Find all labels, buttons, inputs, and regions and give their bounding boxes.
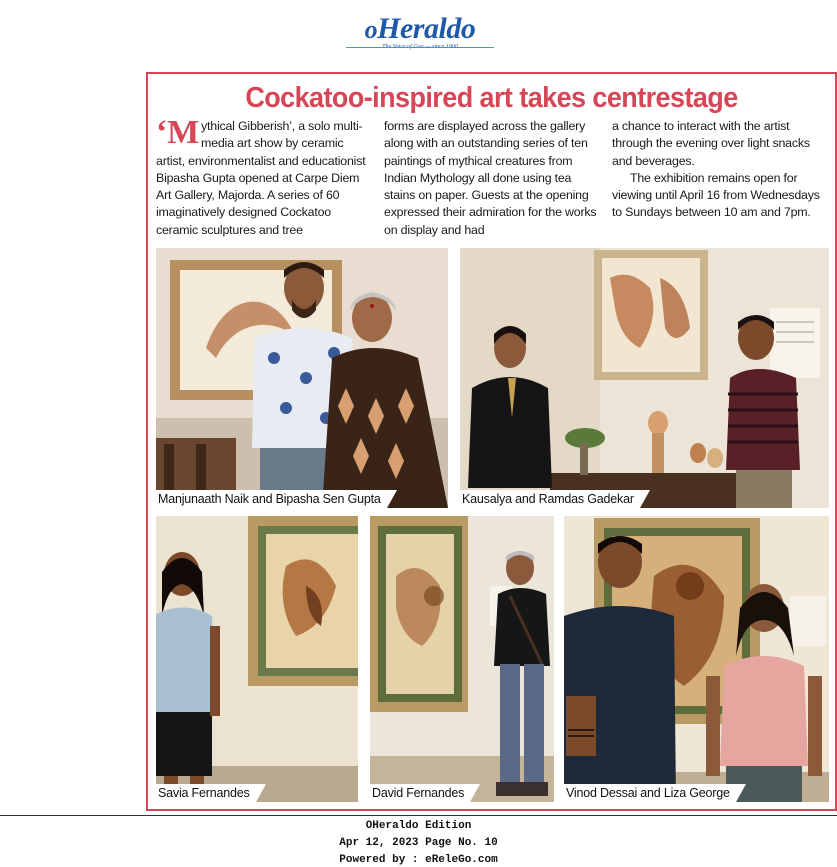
heraldo-logo (340, 12, 500, 47)
photo-david (370, 516, 554, 802)
masthead (340, 12, 500, 52)
photo-image (370, 516, 554, 802)
photo-manjunaath-bipasha (156, 248, 448, 508)
edition-name: OHeraldo Edition (365, 820, 472, 832)
photo-savia (156, 516, 358, 802)
photo-caption: Vinod Dessai and Liza George (564, 784, 736, 802)
photo-image (460, 248, 829, 508)
column-3-paragraph-2: The exhibition remains open for viewing until April 16 from Wednesdays to Sundays between 10 am and 7pm. (612, 170, 820, 220)
column-2-text: forms are displayed across the gallery along with an outstanding series of ten paintings of mythical creatures from Indian Mythology all done using tea stains on paper. Guests at the opening expressed their admiration for the works on display and had (384, 119, 597, 237)
photo-image (564, 516, 829, 802)
news-clipping (146, 72, 837, 811)
article-column-3 (612, 118, 826, 222)
drop-cap: ‘M (156, 114, 200, 151)
logo-main: Heraldo (377, 12, 476, 45)
photo-vinod-liza (564, 516, 829, 802)
photo-kausalya-ramdas (460, 248, 829, 508)
photo-caption: Savia Fernandes (156, 784, 256, 802)
logo-prefix: o (364, 15, 378, 44)
photo-caption: Kausalya and Ramdas Gadekar (460, 490, 640, 508)
edition-footer (0, 818, 837, 867)
article-column-1 (156, 114, 370, 239)
powered-by: Powered by : eReleGo.com (339, 854, 498, 866)
column-3-paragraph-1: a chance to interact with the artist through the evening over light snacks and beverages. (612, 119, 810, 168)
footer-divider (0, 815, 837, 816)
photo-caption: David Fernandes (370, 784, 470, 802)
column-1-text: ythical Gibberish’, a solo multi-media art show by ceramic artist, environmentalist and educationist Bipasha Gupta opened at Carpe Diem Art Gallery, Majorda. A series of 60 imaginatively designed Cockatoo ceramic sculptures and tree (156, 119, 366, 237)
logo-underline (346, 47, 494, 48)
edition-date-page: Apr 12, 2023 Page No. 10 (339, 837, 498, 849)
photo-image (156, 516, 358, 802)
photo-image (156, 248, 448, 508)
article-headline: Cockatoo-inspired art takes centrestage (245, 82, 738, 114)
photo-caption: Manjunaath Naik and Bipasha Sen Gupta (156, 490, 387, 508)
article-column-2 (384, 118, 600, 239)
